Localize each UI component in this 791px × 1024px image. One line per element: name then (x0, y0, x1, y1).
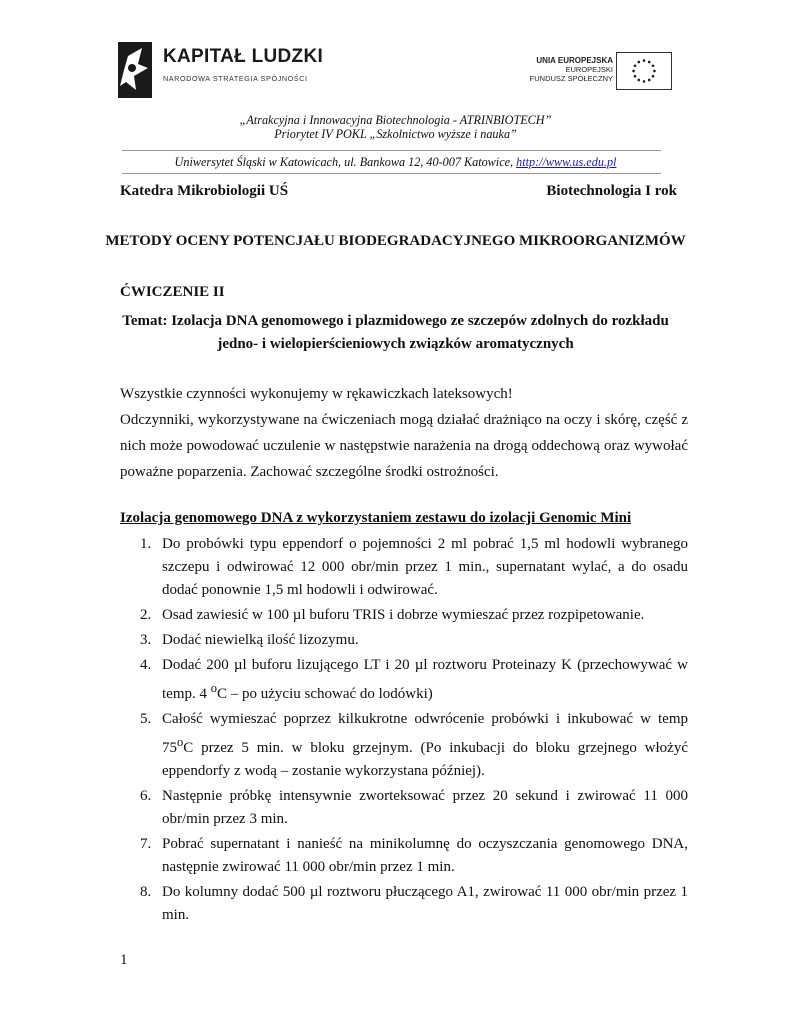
page-number: 1 (120, 952, 128, 968)
step-text: Pobrać supernatant i nanieść na minikolumnę do oczyszczania genomowego DNA, następnie zwirować 11 000 obr/min przez 1 min. (162, 836, 688, 875)
step-number: 3. (140, 632, 152, 648)
degree-superscript: o (210, 681, 217, 695)
step-text-part: Dodać 200 µl buforu lizującego LT i 20 µl roztworu Proteinazy K (przechowywać w temp. 4 (162, 657, 688, 702)
logo-subtitle: NARODOWA STRATEGIA SPÓJNOŚCI (163, 74, 308, 83)
step-text-part: Całość wymieszać poprzez kilkukrotne odwrócenie probówki i inkubować w temp 75 (162, 711, 688, 756)
list-item (120, 629, 688, 652)
list-item (120, 881, 688, 927)
kapital-ludzki-mark-icon (118, 42, 152, 98)
page-title: METODY OCENY POTENCJAŁU BIODEGRADACYJNEGO MIKROORGANIZMÓW (105, 233, 686, 249)
topic-heading (0, 310, 791, 356)
safety-note-gloves: Wszystkie czynności wykonujemy w rękawiczkach lateksowych! (120, 386, 513, 402)
list-item (120, 533, 688, 602)
step-text: Do probówki typu eppendorf o pojemności 2 ml pobrać 1,5 ml hodowli wybranego szczepu i odwirować 12 000 obr/min przez 1 min., supernatant wylać, a do osadu dodać ponownie 1,5 ml hodowli i odwirować. (162, 536, 688, 598)
step-text: Dodać niewielką ilość lizozymu. (162, 632, 359, 648)
list-item (120, 654, 688, 706)
step-text: Do kolumny dodać 500 µl roztworu płuczącego A1, zwirować 11 000 obr/min przez 1 min. (162, 884, 688, 923)
list-item (120, 833, 688, 879)
eu-flag-icon (616, 52, 672, 90)
step-text (162, 657, 688, 702)
degree-superscript: o (177, 735, 184, 749)
step-number: 2. (140, 607, 152, 623)
step-number: 7. (140, 836, 152, 852)
header-divider-top (122, 150, 661, 151)
project-priority: Priorytet IV POKL „Szkolnictwo wyższe i nauka” (274, 127, 517, 141)
step-text: Następnie próbkę intensywnie zworteksować przez 20 sekund i zwirować 11 000 obr/min przez 3 min. (162, 788, 688, 827)
step-number: 6. (140, 788, 152, 804)
header-divider-bottom (122, 173, 661, 174)
topic-line-2: jedno- i wielopierścieniowych związków aromatycznych (217, 336, 574, 352)
eu-label-line1: UNIA EUROPEJSKA (536, 56, 613, 65)
step-text-part: C przez 5 min. w bloku grzejnym. (Po inkubacji do bloku grzejnego włożyć eppendorfy z wodą – zostanie wykorzystana później). (162, 740, 688, 779)
step-text (162, 711, 688, 779)
logo-title: KAPITAŁ LUDZKI (163, 46, 324, 67)
project-info (0, 113, 791, 141)
department-name: Katedra Mikrobiologii UŚ (120, 183, 289, 199)
list-item (120, 604, 688, 627)
eu-label-line2: EUROPEJSKI (565, 65, 613, 74)
step-number: 4. (140, 657, 152, 673)
university-address (0, 155, 791, 170)
kapital-ludzki-logo (118, 40, 324, 100)
exercise-heading: ĆWICZENIE II (120, 284, 225, 300)
list-item (120, 708, 688, 783)
eu-fund-label (530, 56, 613, 83)
project-name: „Atrakcyjna i Innowacyjna Biotechnologia - ATRINBIOTECH” (239, 113, 552, 127)
topic-line-1: Temat: Izolacja DNA genomowego i plazmidowego ze szczepów zdolnych do rozkładu (122, 313, 669, 329)
step-number: 1. (140, 536, 152, 552)
procedure-steps (120, 533, 688, 929)
eu-label-line3: FUNDUSZ SPOŁECZNY (529, 74, 613, 83)
course-year: Biotechnologia I rok (546, 183, 677, 199)
step-number: 5. (140, 711, 152, 727)
safety-notes (120, 381, 688, 485)
step-number: 8. (140, 884, 152, 900)
step-text-part: C – po użyciu schować do lodówki) (217, 686, 433, 702)
address-text: Uniwersytet Śląski w Katowicach, ul. Bankowa 12, 40-007 Katowice, (174, 155, 514, 169)
list-item (120, 785, 688, 831)
section-heading: Izolacja genomowego DNA z wykorzystaniem zestawu do izolacji Genomic Mini (120, 510, 632, 526)
university-link[interactable]: http://www.us.edu.pl (516, 155, 617, 169)
safety-note-reagents: Odczynniki, wykorzystywane na ćwiczeniach mogą działać drażniąco na oczy i skórę, część z nich może powodować uczulenie w następstwie narażenia na drogą oddechową oraz wywołać poważne poparzenia. Zachować szczególne środki ostrożności. (120, 412, 688, 480)
step-text: Osad zawiesić w 100 µl buforu TRIS i dobrze wymieszać przez rozpipetowanie. (162, 607, 645, 623)
